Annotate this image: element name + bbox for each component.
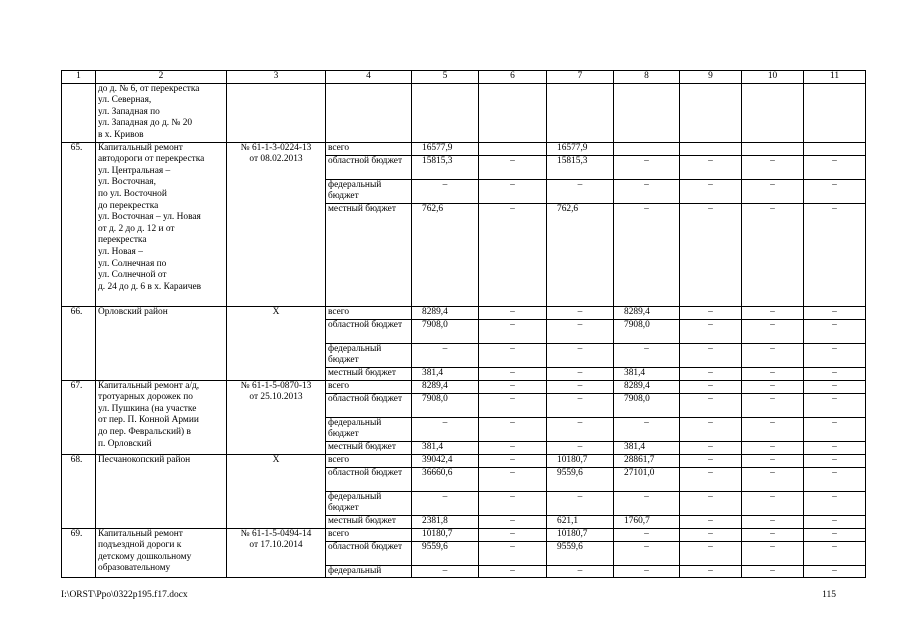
value-cell: – <box>680 319 742 343</box>
value-cell: – <box>680 467 742 491</box>
value-cell: – <box>742 380 804 393</box>
value-cell: 27101,0 <box>614 467 680 491</box>
value-cell: – <box>742 179 804 203</box>
value-cell: 16577,9 <box>547 142 614 155</box>
column-header: 2 <box>96 71 227 84</box>
funding-source-label: федеральный бюджет <box>326 491 412 515</box>
value-cell: 621,1 <box>547 515 614 528</box>
value-cell: – <box>547 319 614 343</box>
object-name-cell-line: в х. Кривов <box>98 129 144 140</box>
value-cell: – <box>680 155 742 179</box>
document-number-cell-line: № 61-1-3-0224-13 <box>240 142 312 153</box>
value-cell: – <box>479 155 547 179</box>
row-number: 65. <box>62 142 96 306</box>
value-cell: 8289,4 <box>412 306 479 319</box>
row-number: 68. <box>62 454 96 528</box>
document-number-cell-line: от 17.10.2014 <box>249 540 303 551</box>
value-cell: – <box>804 565 866 578</box>
value-cell: – <box>479 417 547 441</box>
value-cell: – <box>547 441 614 454</box>
value-cell: – <box>479 380 547 393</box>
object-name-cell-line: Капитальный ремонт <box>98 142 183 153</box>
value-cell: – <box>742 343 804 367</box>
value-cell: 16577,9 <box>412 142 479 155</box>
object-name-cell-line: Капитальный ремонт а/д, <box>98 380 200 391</box>
object-name-cell <box>96 380 227 454</box>
value-cell: – <box>742 319 804 343</box>
value-cell: 762,6 <box>547 203 614 306</box>
object-name-cell-line: до д. № 6, от перекрестка <box>98 83 200 94</box>
value-cell: 7908,0 <box>614 393 680 417</box>
value-cell: – <box>412 491 479 515</box>
value-cell: – <box>614 565 680 578</box>
funding-source-label: областной бюджет <box>326 541 412 565</box>
row-number: 66. <box>62 306 96 380</box>
value-cell: – <box>479 343 547 367</box>
object-name-cell-line: ул. Центральная – <box>98 165 171 176</box>
funding-source-label: федеральный <box>326 565 412 578</box>
document-number-cell-line: от 25.10.2013 <box>249 392 303 403</box>
funding-source-label: федеральный бюджет <box>326 417 412 441</box>
funding-source-label: областной бюджет <box>326 155 412 179</box>
value-cell: – <box>742 441 804 454</box>
value-cell: – <box>680 203 742 306</box>
value-cell: – <box>479 203 547 306</box>
value-cell: 762,6 <box>412 203 479 306</box>
column-header: 3 <box>227 71 326 84</box>
value-cell: – <box>804 179 866 203</box>
value-cell: – <box>804 491 866 515</box>
value-cell: – <box>680 515 742 528</box>
value-cell: – <box>742 155 804 179</box>
value-cell: – <box>680 393 742 417</box>
object-name-cell-line: образовательному <box>98 563 171 574</box>
table-row <box>62 142 866 155</box>
value-cell: – <box>479 454 547 467</box>
document-number-cell-line: № 61-1-5-0494-14 <box>240 528 312 539</box>
value-cell: – <box>680 343 742 367</box>
value-cell: 7908,0 <box>412 319 479 343</box>
value-cell: 9559,6 <box>412 541 479 565</box>
funding-source-label: федеральный бюджет <box>326 343 412 367</box>
value-cell: 9559,6 <box>547 467 614 491</box>
object-name-cell-line: автодороги от перекрестка <box>98 154 205 165</box>
value-cell: – <box>479 441 547 454</box>
value-cell: – <box>680 417 742 441</box>
value-cell: – <box>804 515 866 528</box>
value-cell: – <box>547 306 614 319</box>
empty-cell <box>547 83 614 142</box>
object-name-cell <box>96 142 227 306</box>
table-row <box>62 454 866 467</box>
value-cell: 1760,7 <box>614 515 680 528</box>
object-name-cell-line: от пер. П. Конной Армии <box>98 415 199 426</box>
empty-cell <box>614 83 680 142</box>
value-cell: – <box>547 417 614 441</box>
object-name-cell-line: Капитальный ремонт <box>98 528 183 539</box>
value-cell: 10180,7 <box>547 454 614 467</box>
value-cell: – <box>804 454 866 467</box>
object-name-cell-line: тротуарных дорожек по <box>98 392 193 403</box>
value-cell: – <box>547 179 614 203</box>
column-header: 8 <box>614 71 680 84</box>
value-cell <box>680 142 742 155</box>
value-cell: – <box>804 155 866 179</box>
value-cell: 7908,0 <box>614 319 680 343</box>
value-cell: – <box>742 367 804 380</box>
object-name-cell-line: ул. Восточная – ул. Новая <box>98 212 201 223</box>
value-cell: – <box>742 306 804 319</box>
column-header: 5 <box>412 71 479 84</box>
object-name-cell-line: до пер. Февральский) в <box>98 426 191 437</box>
object-name-cell-line: до перекрестка <box>98 200 159 211</box>
value-cell: 8289,4 <box>412 380 479 393</box>
funding-source-label: местный бюджет <box>326 515 412 528</box>
value-cell: 2381,8 <box>412 515 479 528</box>
value-cell: – <box>804 441 866 454</box>
empty-cell <box>412 83 479 142</box>
value-cell: – <box>742 565 804 578</box>
value-cell: 381,4 <box>412 367 479 380</box>
value-cell: – <box>479 319 547 343</box>
object-name-cell <box>96 528 227 578</box>
object-name-cell-line: по ул. Восточной <box>98 188 167 199</box>
row-number-cell <box>62 83 96 142</box>
footer-file-path: I:\ORST\Ppo\0322p195.f17.docx <box>61 590 188 600</box>
footer-page-number: 115 <box>822 590 836 600</box>
value-cell: – <box>804 343 866 367</box>
value-cell: 7908,0 <box>412 393 479 417</box>
value-cell: – <box>742 541 804 565</box>
value-cell: – <box>680 454 742 467</box>
district-name: Песчанокопский район <box>96 454 227 528</box>
value-cell: – <box>680 491 742 515</box>
row-number: 69. <box>62 528 96 578</box>
table-row <box>62 306 866 319</box>
column-header: 6 <box>479 71 547 84</box>
object-name-cell-line: ул. Западная до д. № 20 <box>98 118 193 129</box>
value-cell: – <box>742 203 804 306</box>
value-cell: – <box>742 515 804 528</box>
funding-source-label: областной бюджет <box>326 467 412 491</box>
document-number-cell: Х <box>227 306 326 380</box>
funding-source-label: всего <box>326 528 412 541</box>
value-cell: – <box>804 393 866 417</box>
value-cell: 10180,7 <box>412 528 479 541</box>
value-cell: – <box>680 441 742 454</box>
empty-cell <box>326 83 412 142</box>
object-name-cell-line: детскому дошкольному <box>98 551 192 562</box>
value-cell: – <box>680 179 742 203</box>
value-cell: – <box>479 179 547 203</box>
value-cell <box>742 142 804 155</box>
object-name-cell-line: перекрестка <box>98 235 147 246</box>
value-cell: – <box>614 528 680 541</box>
object-name-cell <box>96 83 227 142</box>
funding-source-label: всего <box>326 454 412 467</box>
object-name-cell-line: ул. Восточная, <box>98 177 156 188</box>
value-cell: – <box>547 380 614 393</box>
value-cell: – <box>804 417 866 441</box>
document-number-cell <box>227 380 326 454</box>
funding-source-label: всего <box>326 306 412 319</box>
document-number-cell: Х <box>227 454 326 528</box>
value-cell: – <box>804 306 866 319</box>
value-cell: – <box>479 491 547 515</box>
value-cell: – <box>614 179 680 203</box>
value-cell: – <box>804 467 866 491</box>
object-name-cell-line: ул. Солнечной от <box>98 270 167 281</box>
value-cell: – <box>680 541 742 565</box>
value-cell: – <box>742 467 804 491</box>
value-cell: – <box>547 343 614 367</box>
value-cell: – <box>412 343 479 367</box>
column-header: 1 <box>62 71 96 84</box>
column-header: 11 <box>804 71 866 84</box>
value-cell: – <box>412 179 479 203</box>
column-header: 10 <box>742 71 804 84</box>
value-cell: – <box>742 454 804 467</box>
column-header: 9 <box>680 71 742 84</box>
value-cell: – <box>680 380 742 393</box>
object-name-cell-line: ул. Новая – <box>98 246 143 257</box>
value-cell: – <box>479 306 547 319</box>
document-number-cell <box>227 528 326 578</box>
value-cell: – <box>547 393 614 417</box>
object-name-cell-line: подъездной дороги к <box>98 540 182 551</box>
value-cell: – <box>804 319 866 343</box>
value-cell: 15815,3 <box>547 155 614 179</box>
funding-source-label: областной бюджет <box>326 393 412 417</box>
value-cell: 39042,4 <box>412 454 479 467</box>
value-cell: – <box>412 565 479 578</box>
district-name: Орловский район <box>96 306 227 380</box>
object-name-cell-line: п. Орловский <box>98 438 152 449</box>
funding-source-label: местный бюджет <box>326 203 412 306</box>
value-cell: 15815,3 <box>412 155 479 179</box>
value-cell: 381,4 <box>412 441 479 454</box>
value-cell: – <box>479 515 547 528</box>
table-row <box>62 528 866 541</box>
value-cell: 8289,4 <box>614 306 680 319</box>
value-cell: – <box>680 367 742 380</box>
empty-cell <box>680 83 742 142</box>
value-cell: – <box>742 417 804 441</box>
value-cell: – <box>479 467 547 491</box>
value-cell: – <box>479 541 547 565</box>
value-cell <box>614 142 680 155</box>
value-cell: – <box>614 491 680 515</box>
object-name-cell-line: д. 24 до д. 6 в х. Караичев <box>98 281 202 292</box>
table-row <box>62 380 866 393</box>
value-cell: – <box>412 417 479 441</box>
value-cell: – <box>804 380 866 393</box>
funding-source-label: федеральный бюджет <box>326 179 412 203</box>
value-cell: – <box>479 393 547 417</box>
value-cell: – <box>547 367 614 380</box>
value-cell <box>479 142 547 155</box>
value-cell: 28861,7 <box>614 454 680 467</box>
object-name-cell-line: ул. Западная по <box>98 106 160 117</box>
value-cell: – <box>614 155 680 179</box>
value-cell: – <box>804 541 866 565</box>
empty-cell <box>742 83 804 142</box>
object-name-cell-line: от д. 2 до д. 12 и от <box>98 223 175 234</box>
table-row-continuation <box>62 83 866 142</box>
table-header-row <box>62 71 866 84</box>
empty-cell <box>479 83 547 142</box>
value-cell: – <box>804 367 866 380</box>
column-header: 4 <box>326 71 412 84</box>
value-cell: – <box>742 393 804 417</box>
value-cell: – <box>804 203 866 306</box>
object-name-cell-line: ул. Солнечная по <box>98 258 167 269</box>
value-cell: – <box>479 528 547 541</box>
value-cell: – <box>547 491 614 515</box>
budget-table <box>61 70 866 578</box>
value-cell: – <box>614 541 680 565</box>
row-number: 67. <box>62 380 96 454</box>
funding-source-label: местный бюджет <box>326 441 412 454</box>
empty-cell <box>804 83 866 142</box>
value-cell: 10180,7 <box>547 528 614 541</box>
funding-source-label: всего <box>326 142 412 155</box>
value-cell: – <box>614 343 680 367</box>
value-cell <box>804 142 866 155</box>
value-cell: – <box>614 203 680 306</box>
document-number-cell <box>227 142 326 306</box>
value-cell: – <box>614 417 680 441</box>
value-cell: – <box>680 306 742 319</box>
value-cell: 8289,4 <box>614 380 680 393</box>
value-cell: 36660,6 <box>412 467 479 491</box>
value-cell: 381,4 <box>614 367 680 380</box>
object-name-cell-line: ул. Пушкина (на участке <box>98 403 197 414</box>
funding-source-label: всего <box>326 380 412 393</box>
funding-source-label: областной бюджет <box>326 319 412 343</box>
value-cell: – <box>479 367 547 380</box>
funding-source-label: местный бюджет <box>326 367 412 380</box>
value-cell: 381,4 <box>614 441 680 454</box>
value-cell: – <box>680 528 742 541</box>
document-number-cell-line: от 08.02.2013 <box>249 154 303 165</box>
object-name-cell-line: ул. Северная, <box>98 95 152 106</box>
value-cell: 9559,6 <box>547 541 614 565</box>
document-number-cell-line: № 61-1-5-0870-13 <box>240 380 312 391</box>
column-header: 7 <box>547 71 614 84</box>
value-cell: – <box>742 528 804 541</box>
value-cell: – <box>680 565 742 578</box>
value-cell: – <box>742 491 804 515</box>
value-cell: – <box>547 565 614 578</box>
value-cell: – <box>479 565 547 578</box>
value-cell: – <box>804 528 866 541</box>
empty-cell <box>227 83 326 142</box>
